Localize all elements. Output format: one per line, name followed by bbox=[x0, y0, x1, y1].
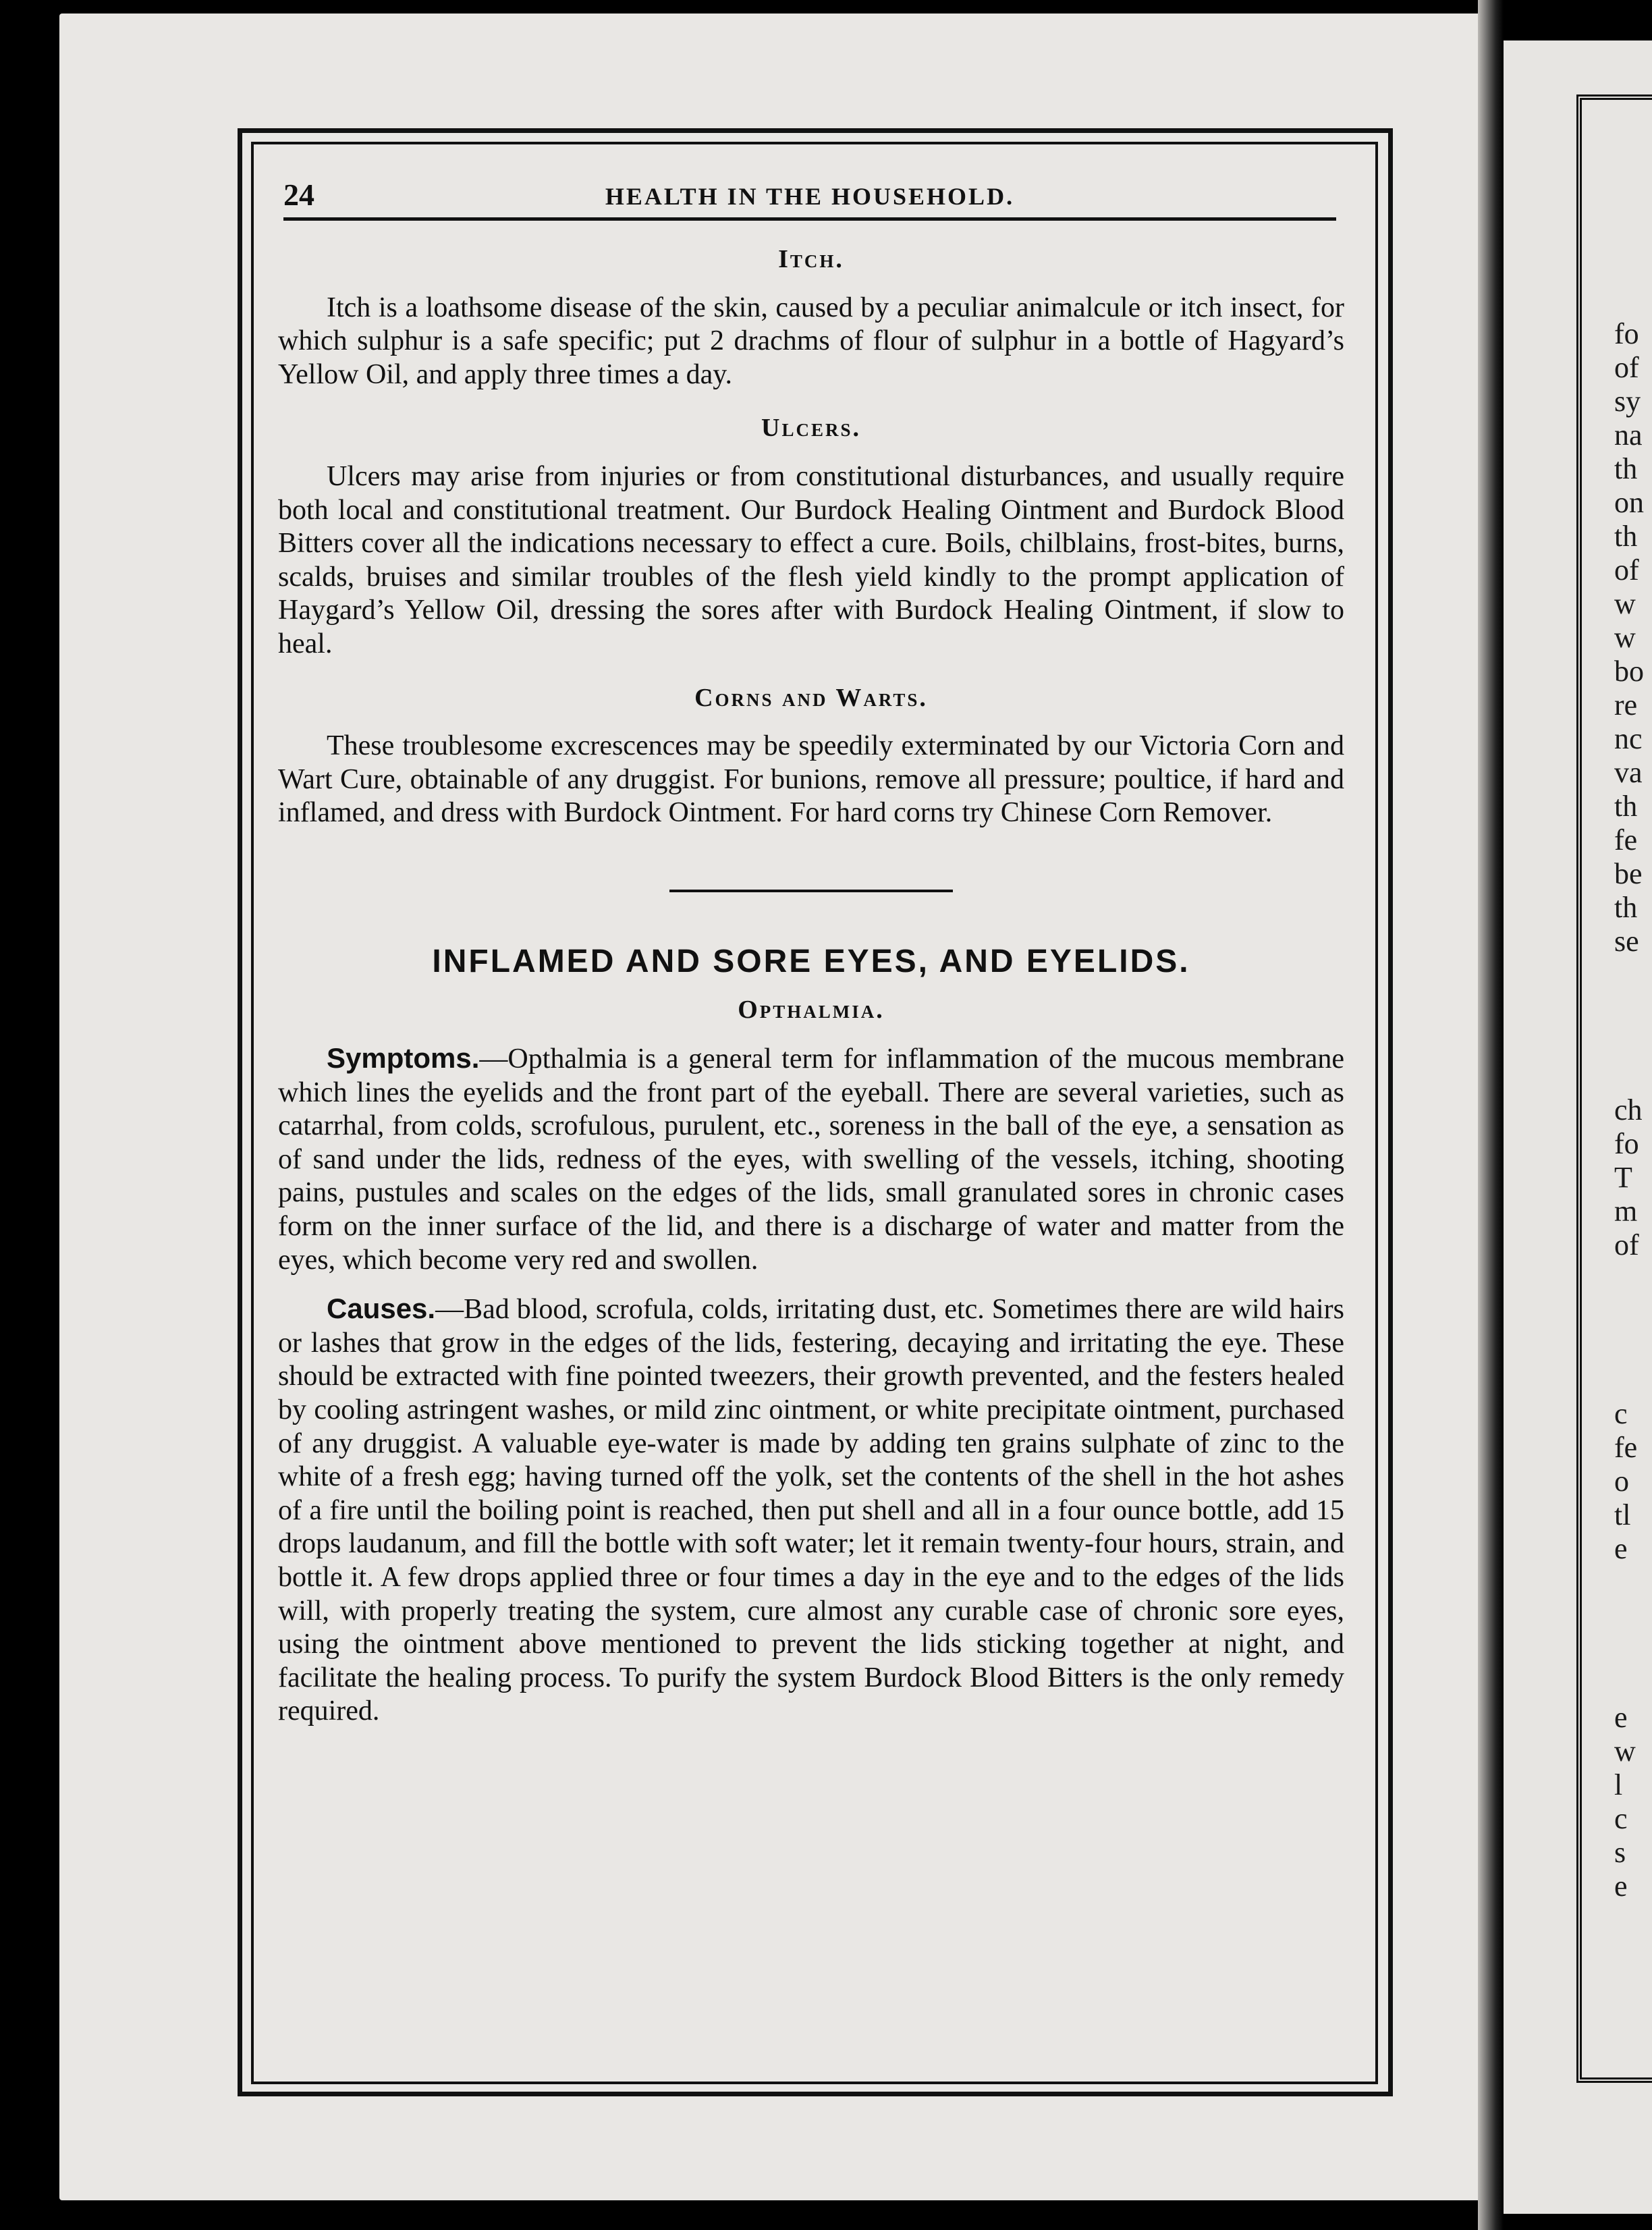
facing-fragment: fo bbox=[1614, 1127, 1639, 1160]
facing-fragment: c bbox=[1614, 1802, 1628, 1835]
corns-heading: Corns and Warts. bbox=[694, 683, 928, 712]
facing-fragment: ch bbox=[1614, 1093, 1643, 1126]
facing-fragment: e bbox=[1614, 1532, 1628, 1565]
facing-fragment: th bbox=[1614, 891, 1638, 924]
itch-heading: Itch. bbox=[778, 245, 844, 273]
book-gutter bbox=[1478, 0, 1504, 2230]
facing-fragment: sy bbox=[1614, 385, 1641, 418]
facing-fragment: re bbox=[1614, 688, 1638, 722]
facing-fragment: e bbox=[1614, 1701, 1628, 1734]
facing-fragment: w bbox=[1614, 1735, 1636, 1768]
facing-fragment: na bbox=[1614, 418, 1643, 452]
opthalmia-subheading: Opthalmia. bbox=[738, 995, 885, 1024]
facing-fragment: w bbox=[1614, 587, 1636, 620]
facing-fragment: c bbox=[1614, 1397, 1628, 1430]
symptoms-label: Symptoms. bbox=[327, 1042, 480, 1075]
facing-fragment: th bbox=[1614, 790, 1638, 823]
facing-fragment: e bbox=[1614, 1870, 1628, 1903]
eyes-heading: INFLAMED AND SORE EYES, AND EYELIDS. bbox=[432, 943, 1190, 979]
itch-paragraph: Itch is a loathsome disease of the skin, caused by a peculiar animalcule or itch insect, for which sulphur is a safe specific; put 2 drachms of flour of sulphur in a bottle of Hagyard’s Yellow Oil, and apply three times a day. bbox=[278, 292, 1344, 390]
facing-fragment: fe bbox=[1614, 823, 1638, 856]
facing-fragment: T bbox=[1614, 1161, 1632, 1194]
facing-fragment: bo bbox=[1614, 655, 1644, 688]
facing-fragment: s bbox=[1614, 1836, 1626, 1869]
facing-fragment: be bbox=[1614, 857, 1643, 890]
facing-fragment: of bbox=[1614, 351, 1639, 384]
facing-fragment: m bbox=[1614, 1195, 1638, 1228]
page-content bbox=[278, 243, 1344, 1729]
facing-fragment: l bbox=[1614, 1768, 1623, 1801]
facing-fragment: o bbox=[1614, 1465, 1629, 1498]
facing-fragment: th bbox=[1614, 520, 1638, 553]
symptoms-text: —Opthalmia is a general term for inflammation of the mucous membrane which lines the eyelids and the front part of the eyeball. There are several varieties, such as catarrhal, from colds, scrofulous, purulent, etc., soreness in the ball of the eye, a sensation as of sand under the lids, redness of the eyes, with swelling of the vessels, itching, shooting pains, pustules and scales on the edges of the lids, small granulated sores in chronic cases form on the inner surface of the lid, and there is a discharge of water and matter from the eyes, which become very red and swollen. bbox=[278, 1043, 1344, 1276]
causes-paragraph bbox=[278, 1292, 1344, 1729]
facing-fragment: of bbox=[1614, 1228, 1639, 1261]
facing-fragment: tl bbox=[1614, 1498, 1631, 1531]
facing-fragment: va bbox=[1614, 756, 1643, 789]
corns-paragraph: These troublesome excrescences may be speedily exterminated by our Victoria Corn and Wart Cure, obtainable of any druggist. For bunions, remove all pressure; poultice, if hard and inflamed, and dress with Burdock Ointment. For hard corns try Chinese Corn Remover. bbox=[278, 730, 1344, 829]
causes-label: Causes. bbox=[327, 1293, 436, 1325]
facing-fragment: fo bbox=[1614, 317, 1639, 350]
page-number: 24 bbox=[283, 178, 314, 212]
causes-text: —Bad blood, scrofula, colds, irritating dust, etc. Sometimes there are wild hairs or lashes that grow in the edges of the lids, festering, decaying and irritating the eye. These should be extracted with fine pointed tweezers, their growth prevented, and the festers healed by cooling astringent washes, or mild zinc ointment, or white precipitate ointment, purchased of any druggist. A valuable eye-water is made by adding ten grains sulphate of zinc to the white of a fresh egg; having turned off the yolk, set the contents of the shell in the hot ashes of a fire until the boiling point is reached, then put shell and all in a four ounce bottle, add 15 drops laudanum, and fill the bottle with soft water; let it remain twenty-four hours, strain, and bottle it. A few drops applied three or four times a day in the eye and to the edges of the lids will, with properly treating the system, cure almost any curable case of chronic sore eyes, using the ointment above mentioned to prevent the lids sticking together at night, and facilitate the healing process. To purify the system Burdock Blood Bitters is the only remedy required. bbox=[278, 1294, 1344, 1727]
facing-fragment: fe bbox=[1614, 1431, 1638, 1464]
facing-fragment: of bbox=[1614, 553, 1639, 587]
running-title: HEALTH IN THE HOUSEHOLD. bbox=[605, 183, 1015, 210]
ulcers-paragraph: Ulcers may arise from injuries or from constitutional disturbances, and usually require both local and constitutional treatment. Our Burdock Healing Ointment and Burdock Blood Bitters cover all the indications necessary to effect a cure. Boils, chilblains, frost-bites, burns, scalds, bruises and similar troubles of the flesh yield kindly to the prompt application of Haygard’s Yellow Oil, dressing the sores after with Burdock Healing Ointment, if slow to heal. bbox=[278, 460, 1344, 659]
ulcers-heading: Ulcers. bbox=[761, 414, 861, 443]
facing-fragment: w bbox=[1614, 621, 1636, 654]
facing-fragment: se bbox=[1614, 925, 1639, 958]
section-divider bbox=[669, 890, 953, 892]
facing-fragment: th bbox=[1614, 452, 1638, 485]
facing-page-text-fragments bbox=[1614, 317, 1652, 1903]
facing-fragment: on bbox=[1614, 486, 1644, 519]
facing-fragment: nc bbox=[1614, 722, 1643, 755]
symptoms-paragraph bbox=[278, 1041, 1344, 1277]
running-head bbox=[283, 177, 1336, 221]
